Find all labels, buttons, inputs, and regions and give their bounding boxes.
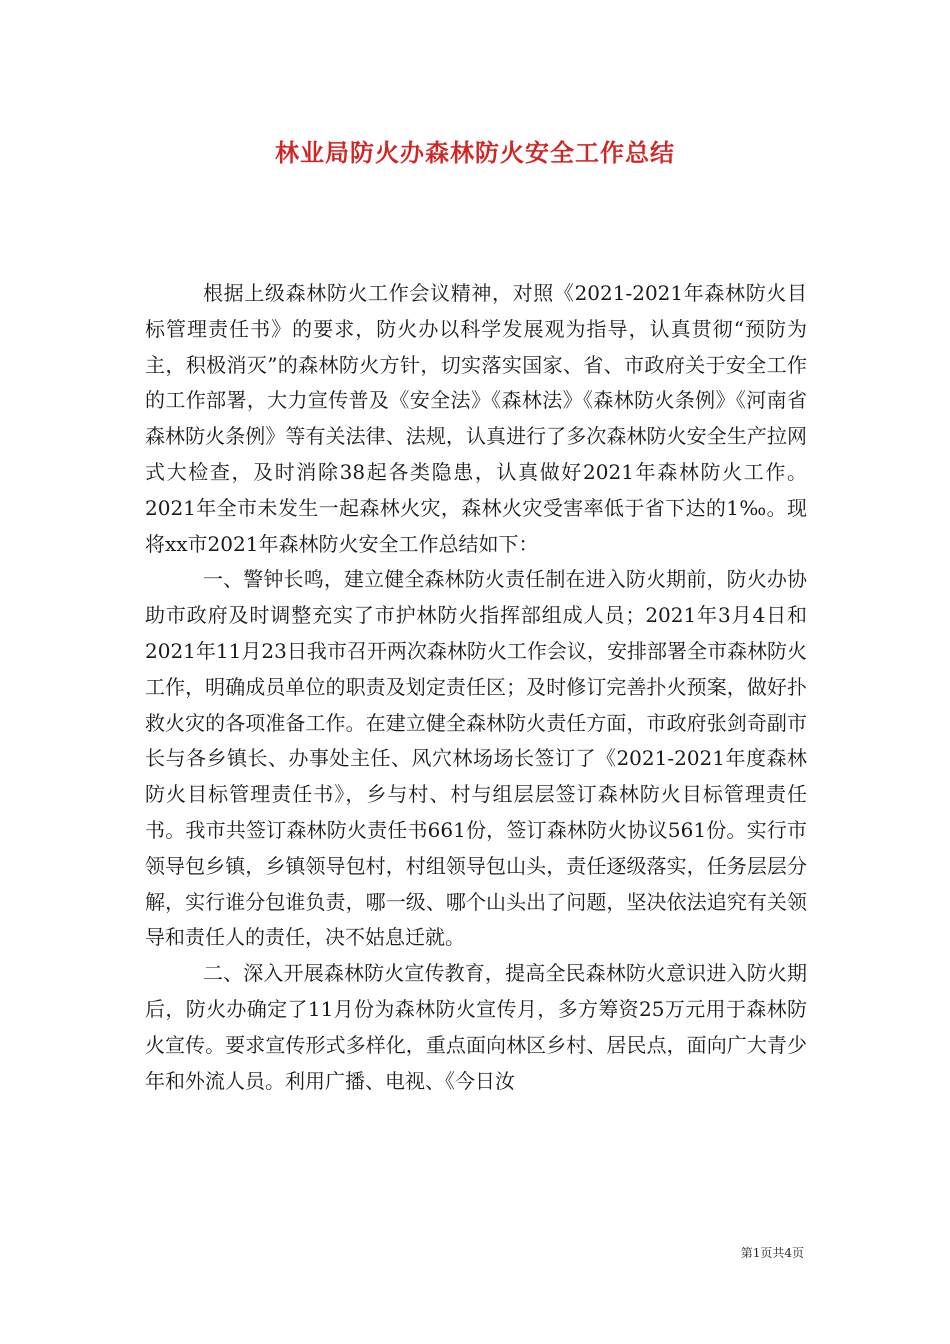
paragraph-section-one: 一、警钟长鸣，建立健全森林防火责任制在进入防火期前，防火办协助市政府及时调整充实了市护林防火指挥部组成人员；2021年3月4日和2021年11月23日我市召开两次森林防火工作会议，安排部署全市森林防火工作，明确成员单位的职责及划定责任区；及时修订完善扑火预案，做好扑救火灾的各项准备工作。在建立健全森林防火责任方面，市政府张剑奇副市长与各乡镇长、办事处主任、风穴林场场长签订了《2021-2021年度森林防火目标管理责任书》，乡与村、村与组层层签订森林防火目标管理责任书。我市共签订森林防火责任书661份，签订森林防火协议561份。实行市领导包乡镇，乡镇领导包村，村组领导包山头，责任逐级落实，任务层层分解，实行谁分包谁负责，哪一级、哪个山头出了问题，坚决依法追究有关领导和责任人的责任，决不姑息迁就。 bbox=[145, 567, 807, 950]
paragraph-section-two: 二、深入开展森林防火宣传教育，提高全民森林防火意识进入防火期后，防火办确定了11月份为森林防火宣传月，多方筹资25万元用于森林防火宣传。要求宣传形式多样化，重点面向林区乡村、居民点，面向广大青少年和外流人员。利用广播、电视、《今日汝 bbox=[145, 961, 807, 1093]
document-body bbox=[145, 276, 807, 1099]
paragraph-intro: 根据上级森林防火工作会议精神，对照《2021-2021年森林防火目标管理责任书》的要求，防火办以科学发展观为指导，认真贯彻“预防为主，积极消灭”的森林防火方针，切实落实国家、省、市政府关于安全工作的工作部署，大力宣传普及《安全法》《森林法》《森林防火条例》《河南省森林防火条例》等有关法律、法规，认真进行了多次森林防火安全生产拉网式大检查，及时消除38起各类隐患，认真做好2021年森林防火工作。2021年全市未发生一起森林火灾，森林火灾受害率低于省下达的1‰。现将xx市2021年森林防火安全工作总结如下： bbox=[145, 281, 807, 556]
page-title: 林业局防火办森林防火安全工作总结 bbox=[275, 138, 675, 167]
page-number: 第1页共4页 bbox=[740, 1246, 804, 1260]
